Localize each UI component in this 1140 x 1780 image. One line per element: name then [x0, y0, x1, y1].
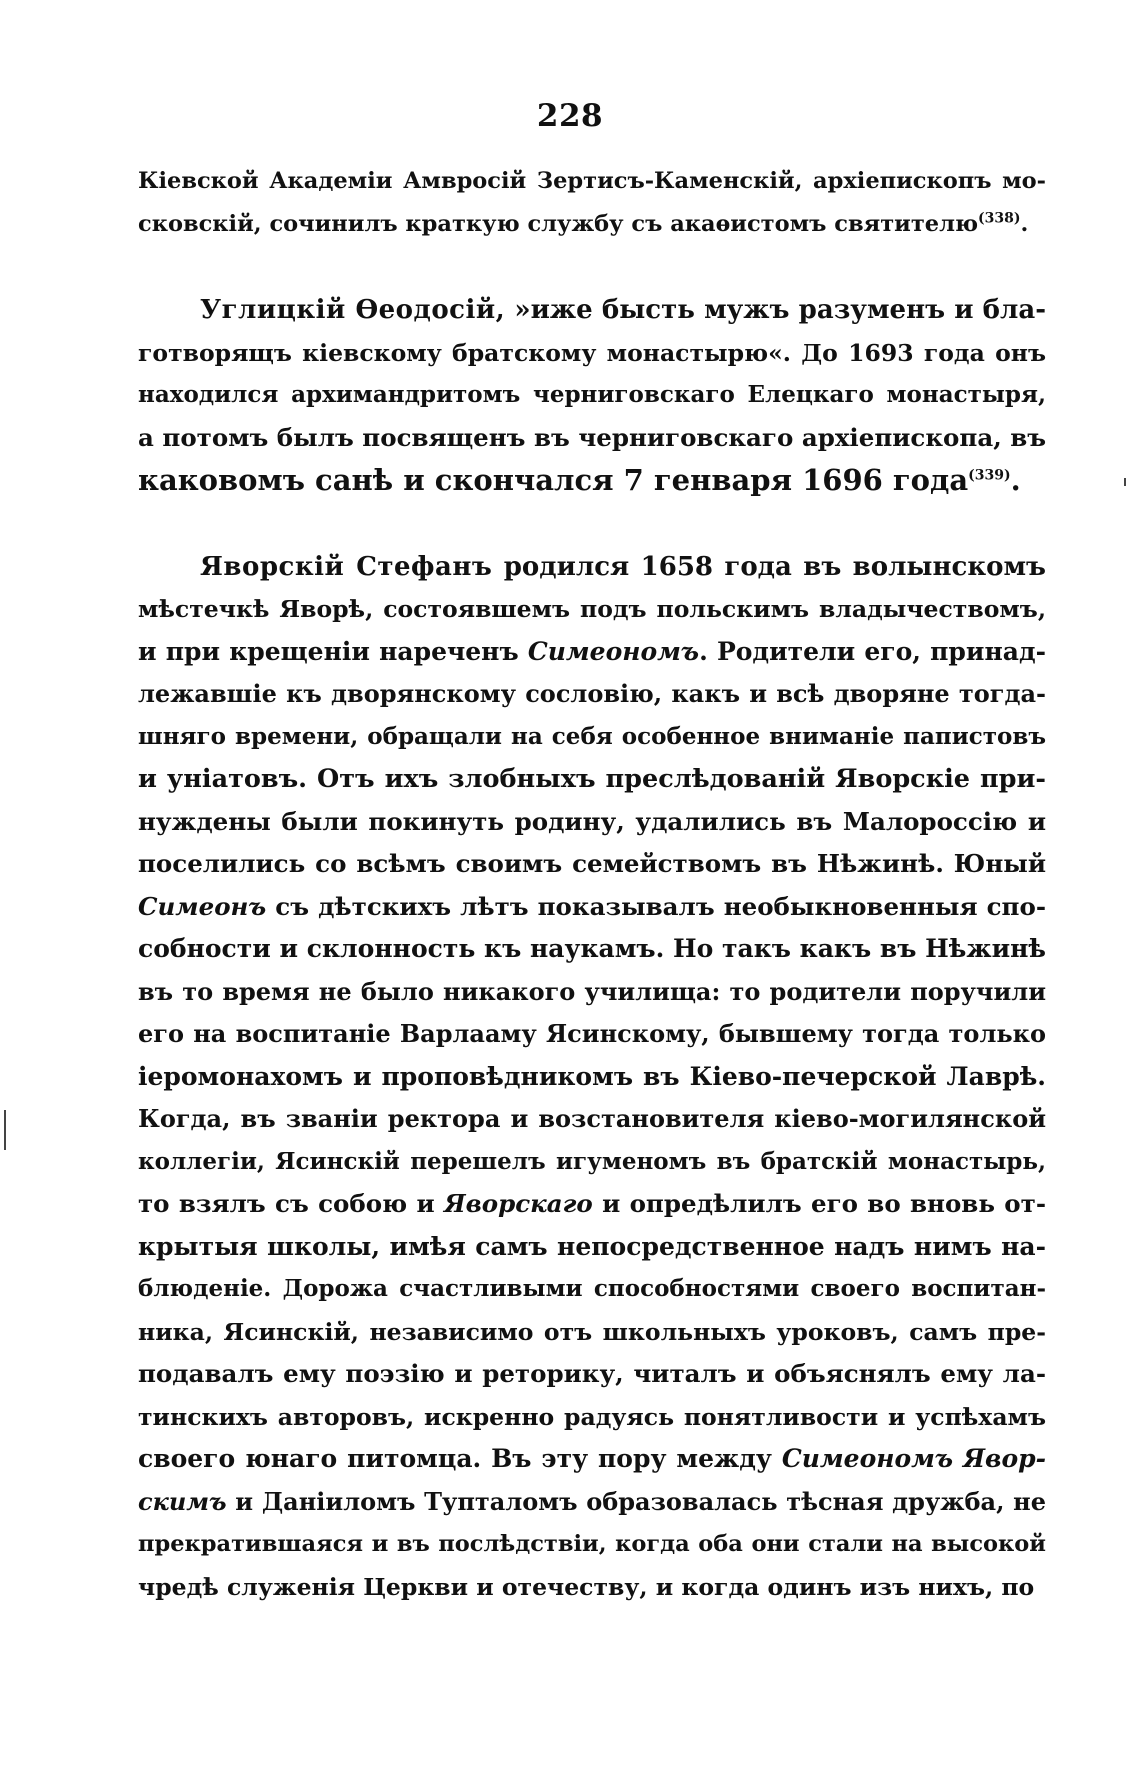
- text-line: [138, 716, 1046, 759]
- text-line: [138, 843, 1046, 886]
- text-line: [138, 588, 1046, 631]
- text-line: [138, 1098, 1046, 1141]
- text-run: каковомъ санѣ и скончался 7 генваря 1696 года: [138, 463, 969, 497]
- text-line: [138, 758, 1046, 801]
- text-run: и Даніиломъ Тупталомъ образовалась тѣсная дружба, не: [226, 1486, 1046, 1516]
- text-line: [138, 1183, 1046, 1226]
- text-run: сковскій, сочинилъ краткую службу съ акаѳистомъ святителю: [138, 210, 979, 237]
- text-line: [138, 332, 1046, 375]
- text-run: съ дѣтскихъ лѣтъ показывалъ необыкновенныя спо-: [266, 891, 1046, 921]
- italic-name: Яворскаго: [444, 1189, 593, 1218]
- paragraph: [138, 160, 1046, 245]
- text-run: поселились со всѣмъ своимъ семействомъ въ Нѣжинѣ. Юный: [138, 849, 1046, 878]
- page-number: 228: [536, 98, 604, 134]
- text-line: [138, 801, 1046, 844]
- text-run: лежавшіе къ дворянскому сословію, какъ и всѣ дворяне тогда-: [138, 679, 1046, 708]
- text-run: находился архимандритомъ черниговскаго Елецкаго монастыря,: [138, 381, 1046, 408]
- text-line: [138, 1013, 1046, 1056]
- paragraph-gap: [138, 502, 1046, 546]
- page-text: [138, 160, 1046, 1608]
- text-line: [138, 1523, 1046, 1566]
- paragraph-gap: [138, 245, 1046, 289]
- text-run: готворящъ кіевскому братскому монастырю«. До 1693 года онъ: [138, 338, 1046, 367]
- text-line: [138, 160, 1046, 203]
- text-run: .: [1020, 210, 1029, 237]
- italic-name: Симеономъ Явор-: [781, 1444, 1047, 1473]
- footnote-ref: (338): [978, 210, 1021, 226]
- text-line: [138, 203, 1046, 246]
- text-line: [138, 1353, 1046, 1396]
- text-line: [138, 459, 1046, 502]
- text-line: [138, 1566, 1046, 1609]
- text-run: іеромонахомъ и проповѣдникомъ въ Кіево-печерской Лаврѣ.: [138, 1061, 1046, 1091]
- text-line: [138, 1311, 1046, 1354]
- scan-mark-right: [1124, 478, 1126, 486]
- text-line: [138, 417, 1046, 460]
- text-run: прекратившаяся и въ послѣдствіи, когда оба они стали на высокой: [138, 1531, 1046, 1557]
- text-line: [138, 1438, 1046, 1481]
- text-line: [138, 1396, 1046, 1439]
- text-run: тинскихъ авторовъ, искренно радуясь понятливости и успѣхамъ: [138, 1402, 1046, 1431]
- text-run: то взялъ съ собою и: [138, 1189, 445, 1218]
- scan-mark-left: [4, 1110, 6, 1150]
- text-line: [138, 546, 1046, 589]
- text-run: шняго времени, обращали на себя особенное вниманіе папистовъ: [138, 722, 1046, 750]
- italic-name: Симеонъ: [138, 891, 267, 921]
- text-run: . Родители его, принад-: [699, 636, 1046, 666]
- paragraph: [138, 546, 1046, 1609]
- text-run: нуждены были покинуть родину, удалились въ Малороссію и: [138, 806, 1046, 836]
- text-line: [138, 374, 1046, 417]
- text-line: [138, 631, 1046, 674]
- text-run: »иже бысть мужъ разуменъ и бла-: [505, 295, 1046, 325]
- text-line: [138, 886, 1046, 929]
- text-run: родился 1658 года въ волынскомъ: [492, 551, 1046, 582]
- text-run: своего юнаго питомца. Въ эту пору между: [138, 1444, 782, 1473]
- italic-name: Симеономъ: [527, 636, 700, 666]
- text-line: [138, 1056, 1046, 1099]
- text-run: ника, Ясинскій, независимо отъ школьныхъ уроковъ, самъ пре-: [138, 1317, 1046, 1346]
- paragraph: [138, 289, 1046, 502]
- text-run: Кіевской Академіи Амвросій Зертисъ-Каменскій, архіепископъ мо-: [138, 168, 1046, 194]
- text-run: крытыя школы, имѣя самъ непосредственное надъ нимъ на-: [138, 1231, 1046, 1261]
- text-line: [138, 1141, 1046, 1184]
- text-line: [138, 1226, 1046, 1269]
- entry-name: Яворскій Стефанъ: [200, 551, 493, 582]
- text-line: [138, 928, 1046, 971]
- text-run: его на воспитаніе Варлааму Ясинскому, бывшему тогда только: [138, 1019, 1046, 1048]
- text-line: [138, 673, 1046, 716]
- text-line: [138, 1268, 1046, 1311]
- text-run: .: [1010, 463, 1021, 497]
- text-run: подавалъ ему поэзію и реторику, читалъ и объяснялъ ему ла-: [138, 1359, 1046, 1388]
- text-run: мѣстечкѣ Яворѣ, состоявшемъ подъ польскимъ владычествомъ,: [138, 595, 1046, 623]
- text-run: чредѣ служенія Церкви и отечеству, и когда одинъ изъ нихъ, по: [138, 1572, 1035, 1601]
- text-run: въ то время не было никакого училища: то родители поручили: [138, 976, 1046, 1006]
- text-line: [138, 971, 1046, 1014]
- footnote-ref: (339): [968, 467, 1011, 484]
- text-line: [138, 289, 1046, 332]
- text-run: Когда, въ званіи ректора и возстановителя кіево-могилянской: [138, 1104, 1046, 1133]
- text-run: и при крещеніи нареченъ: [138, 636, 528, 666]
- entry-name: Углицкій Ѳеодосій,: [200, 295, 506, 325]
- text-run: и уніатовъ. Отъ ихъ злобныхъ преслѣдованій Яворскіе при-: [138, 764, 1046, 794]
- text-run: и опредѣлилъ его во вновь от-: [592, 1189, 1046, 1218]
- text-run: блюденіе. Дорожа счастливыми способностями своего воспитан-: [138, 1275, 1046, 1302]
- italic-name: скимъ: [138, 1486, 227, 1516]
- text-line: [138, 1481, 1046, 1524]
- text-run: собности и склонность къ наукамъ. Но такъ какъ въ Нѣжинѣ: [138, 934, 1046, 963]
- text-run: коллегіи, Ясинскій перешелъ игуменомъ въ братскій монастырь,: [138, 1147, 1046, 1175]
- text-run: а потомъ былъ посвященъ въ черниговскаго архіепископа, въ: [138, 422, 1047, 452]
